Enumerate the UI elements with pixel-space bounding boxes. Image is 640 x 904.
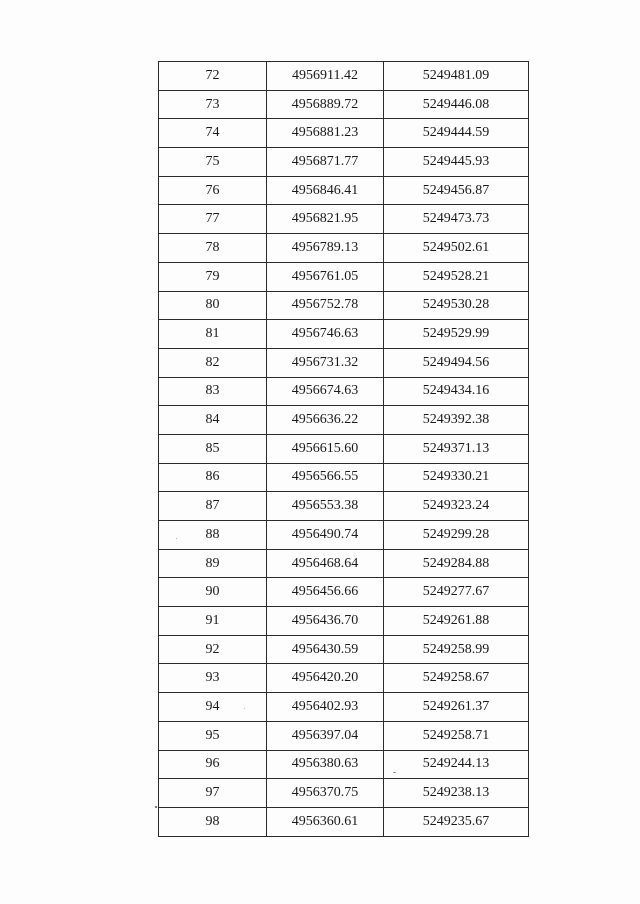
y-coordinate-cell: 5249446.08 — [384, 90, 529, 119]
y-coordinate-cell: 5249244.13 — [384, 750, 529, 779]
table-row — [159, 549, 529, 578]
x-coordinate-cell: 4956746.63 — [267, 320, 384, 349]
y-coordinate-cell: 5249261.37 — [384, 693, 529, 722]
table-row — [159, 721, 529, 750]
point-number-cell: 73 — [159, 90, 267, 119]
point-number-cell: 85 — [159, 434, 267, 463]
table-row — [159, 205, 529, 234]
point-number-cell: 84 — [159, 406, 267, 435]
table-row — [159, 434, 529, 463]
point-number-cell: 87 — [159, 492, 267, 521]
point-number-cell: 74 — [159, 119, 267, 148]
x-coordinate-cell: 4956731.32 — [267, 348, 384, 377]
x-coordinate-cell: 4956789.13 — [267, 234, 384, 263]
x-coordinate-cell: 4956397.04 — [267, 721, 384, 750]
point-number-cell: 96 — [159, 750, 267, 779]
x-coordinate-cell: 4956871.77 — [267, 148, 384, 177]
y-coordinate-cell: 5249258.67 — [384, 664, 529, 693]
table-row — [159, 578, 529, 607]
point-number-cell: 86 — [159, 463, 267, 492]
y-coordinate-cell: 5249494.56 — [384, 348, 529, 377]
y-coordinate-cell: 5249530.28 — [384, 291, 529, 320]
x-coordinate-cell: 4956420.20 — [267, 664, 384, 693]
point-number-cell: 76 — [159, 176, 267, 205]
y-coordinate-cell: 5249481.09 — [384, 62, 529, 91]
y-coordinate-cell: 5249434.16 — [384, 377, 529, 406]
x-coordinate-cell: 4956402.93 — [267, 693, 384, 722]
y-coordinate-cell: 5249502.61 — [384, 234, 529, 263]
y-coordinate-cell: 5249444.59 — [384, 119, 529, 148]
table-row — [159, 664, 529, 693]
y-coordinate-cell: 5249299.28 — [384, 521, 529, 550]
table-row — [159, 750, 529, 779]
x-coordinate-cell: 4956370.75 — [267, 779, 384, 808]
point-number-cell: 88 — [159, 521, 267, 550]
x-coordinate-cell: 4956752.78 — [267, 291, 384, 320]
point-number-cell: 93 — [159, 664, 267, 693]
y-coordinate-cell: 5249473.73 — [384, 205, 529, 234]
x-coordinate-cell: 4956456.66 — [267, 578, 384, 607]
x-coordinate-cell: 4956636.22 — [267, 406, 384, 435]
x-coordinate-cell: 4956553.38 — [267, 492, 384, 521]
table-row — [159, 62, 529, 91]
y-coordinate-cell: 5249284.88 — [384, 549, 529, 578]
table-row — [159, 807, 529, 836]
scan-speck — [176, 538, 177, 539]
point-number-cell: 92 — [159, 635, 267, 664]
point-number-cell: 98 — [159, 807, 267, 836]
x-coordinate-cell: 4956490.74 — [267, 521, 384, 550]
table-row — [159, 492, 529, 521]
x-coordinate-cell: 4956615.60 — [267, 434, 384, 463]
x-coordinate-cell: 4956846.41 — [267, 176, 384, 205]
y-coordinate-cell: 5249261.88 — [384, 607, 529, 636]
x-coordinate-cell: 4956566.55 — [267, 463, 384, 492]
point-number-cell: 75 — [159, 148, 267, 177]
coordinates-table-body — [159, 62, 529, 837]
y-coordinate-cell: 5249392.38 — [384, 406, 529, 435]
y-coordinate-cell: 5249529.99 — [384, 320, 529, 349]
table-row — [159, 234, 529, 263]
x-coordinate-cell: 4956674.63 — [267, 377, 384, 406]
point-number-cell: 79 — [159, 262, 267, 291]
table-row — [159, 148, 529, 177]
table-row — [159, 176, 529, 205]
point-number-cell: 81 — [159, 320, 267, 349]
x-coordinate-cell: 4956380.63 — [267, 750, 384, 779]
y-coordinate-cell: 5249371.13 — [384, 434, 529, 463]
y-coordinate-cell: 5249456.87 — [384, 176, 529, 205]
x-coordinate-cell: 4956881.23 — [267, 119, 384, 148]
x-coordinate-cell: 4956360.61 — [267, 807, 384, 836]
table-row — [159, 693, 529, 722]
table-row — [159, 635, 529, 664]
table-row — [159, 377, 529, 406]
scan-speck — [244, 708, 245, 709]
point-number-cell: 77 — [159, 205, 267, 234]
table-row — [159, 262, 529, 291]
point-number-cell: 95 — [159, 721, 267, 750]
table-row — [159, 607, 529, 636]
point-number-cell: 80 — [159, 291, 267, 320]
point-number-cell: 97 — [159, 779, 267, 808]
point-number-cell: 78 — [159, 234, 267, 263]
table-row — [159, 779, 529, 808]
coordinates-table — [158, 61, 529, 837]
table-row — [159, 521, 529, 550]
point-number-cell: 91 — [159, 607, 267, 636]
point-number-cell: 83 — [159, 377, 267, 406]
table-row — [159, 119, 529, 148]
table-row — [159, 320, 529, 349]
x-coordinate-cell: 4956468.64 — [267, 549, 384, 578]
y-coordinate-cell: 5249330.21 — [384, 463, 529, 492]
y-coordinate-cell: 5249323.24 — [384, 492, 529, 521]
x-coordinate-cell: 4956821.95 — [267, 205, 384, 234]
table-row — [159, 348, 529, 377]
x-coordinate-cell: 4956436.70 — [267, 607, 384, 636]
y-coordinate-cell: 5249258.71 — [384, 721, 529, 750]
y-coordinate-cell: 5249445.93 — [384, 148, 529, 177]
scan-speck — [155, 806, 157, 808]
table-row — [159, 406, 529, 435]
x-coordinate-cell: 4956430.59 — [267, 635, 384, 664]
x-coordinate-cell: 4956889.72 — [267, 90, 384, 119]
point-number-cell: 94 — [159, 693, 267, 722]
point-number-cell: 89 — [159, 549, 267, 578]
point-number-cell: 72 — [159, 62, 267, 91]
table-row — [159, 90, 529, 119]
point-number-cell: 82 — [159, 348, 267, 377]
y-coordinate-cell: 5249258.99 — [384, 635, 529, 664]
table-row — [159, 291, 529, 320]
y-coordinate-cell: 5249235.67 — [384, 807, 529, 836]
x-coordinate-cell: 4956761.05 — [267, 262, 384, 291]
x-coordinate-cell: 4956911.42 — [267, 62, 384, 91]
table-row — [159, 463, 529, 492]
y-coordinate-cell: 5249528.21 — [384, 262, 529, 291]
point-number-cell: 90 — [159, 578, 267, 607]
y-coordinate-cell: 5249277.67 — [384, 578, 529, 607]
scan-speck — [393, 772, 396, 773]
y-coordinate-cell: 5249238.13 — [384, 779, 529, 808]
